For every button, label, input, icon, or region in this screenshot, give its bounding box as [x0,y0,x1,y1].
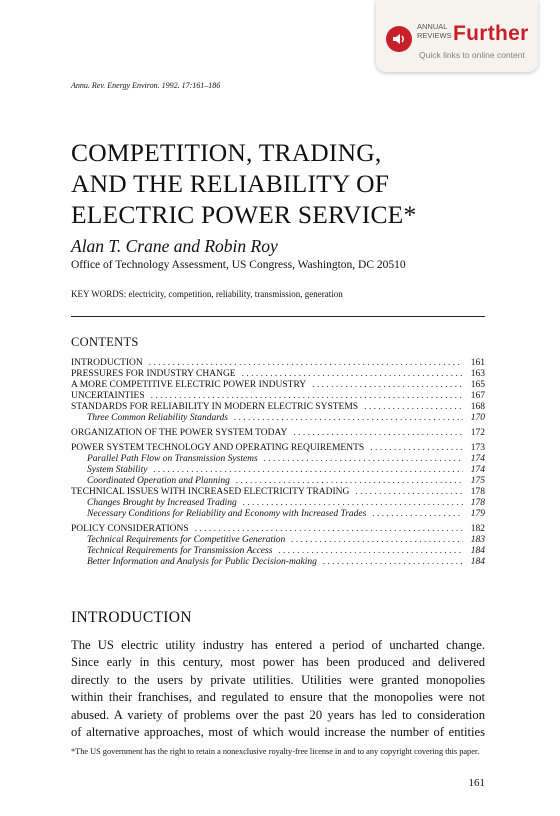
toc-entry-label: PRESSURES FOR INDUSTRY CHANGE [71,369,236,379]
toc-entry-label: Changes Brought by Increased Trading [87,498,237,508]
toc-leader-dots [151,391,463,402]
toc-entry-label: POWER SYSTEM TECHNOLOGY AND OPERATING REQUIREMENTS [71,443,365,453]
quick-links-text[interactable]: Quick links to online content [419,50,525,60]
toc-leader-dots [323,557,463,568]
paragraph-line: The US electric utility industry has entered a period of uncharted change. [71,638,485,652]
toc-leader-dots [153,465,463,476]
keywords: KEY WORDS: electricity, competition, reliability, transmission, generation [71,289,343,299]
toc-entry[interactable] [71,524,485,535]
toc-entry[interactable] [71,454,485,465]
toc-entry[interactable] [71,487,485,498]
toc-entry[interactable] [71,509,485,520]
further-link[interactable]: Further [453,22,529,45]
toc-entry-label: Coordinated Operation and Planning [87,476,230,486]
toc-entry-label: Technical Requirements for Competitive Generation [87,535,286,545]
logo-bottom-text: REVIEWS [417,31,452,40]
toc-entry[interactable] [71,428,485,439]
toc-entry-label: STANDARDS FOR RELIABILITY IN MODERN ELECTRIC SYSTEMS [71,402,359,412]
paragraph-line: abused. A variety of problems over the past 20 years has led to consideration [71,707,485,722]
toc-leader-dots [364,402,463,413]
table-of-contents [71,358,485,568]
toc-entry-page: 178 [470,487,485,497]
authors: Alan T. Crane and Robin Roy [71,236,278,256]
toc-entry[interactable] [71,380,485,391]
toc-leader-dots [236,476,463,487]
title-line-3: ELECTRIC POWER SERVICE* [71,200,417,229]
speaker-icon [391,31,407,47]
toc-entry-label: A MORE COMPETITIVE ELECTRIC POWER INDUSTRY [71,380,307,390]
toc-entry-label: Parallel Path Flow on Transmission Systems [87,454,258,464]
toc-entry[interactable] [71,358,485,369]
toc-entry-page: 182 [470,524,485,534]
annual-reviews-logo [386,26,412,52]
title-line-2: AND THE RELIABILITY OF [71,169,390,198]
toc-leader-dots [242,369,463,380]
toc-entry-page: 183 [470,535,485,545]
toc-entry[interactable] [71,402,485,413]
toc-entry[interactable] [71,498,485,509]
paragraph-line: directly to the users by private utilities. Utilities were granted monopolies [71,672,485,687]
toc-entry-page: 179 [470,509,485,519]
toc-entry-label: POLICY CONSIDERATIONS [71,524,189,534]
toc-entry-label: ORGANIZATION OF THE POWER SYSTEM TODAY [71,428,288,438]
article-title [71,137,416,230]
toc-leader-dots [234,413,463,424]
divider-rule [71,316,485,317]
toc-entry-page: 168 [470,402,485,412]
toc-leader-dots [195,524,463,535]
toc-leader-dots [278,546,463,557]
toc-leader-dots [243,498,463,509]
toc-entry[interactable] [71,369,485,380]
toc-entry-page: 184 [470,546,485,556]
toc-leader-dots [355,487,463,498]
toc-entry-label: Necessary Conditions for Reliability and Economy with Increased Trades [87,509,367,519]
toc-entry-page: 165 [470,380,485,390]
toc-entry-label: Technical Requirements for Transmission Access [87,546,273,556]
toc-entry[interactable] [71,465,485,476]
journal-reference: Annu. Rev. Energy Environ. 1992. 17:161–186 [71,81,221,90]
toc-entry-page: 172 [470,428,485,438]
toc-leader-dots [372,509,463,520]
toc-leader-dots [312,380,463,391]
toc-entry[interactable] [71,413,485,424]
toc-entry-page: 170 [470,413,485,423]
toc-entry[interactable] [71,535,485,546]
annual-reviews-label [417,22,452,40]
toc-entry-label: UNCERTAINTIES [71,391,145,401]
toc-entry-page: 174 [470,454,485,464]
toc-entry-label: INTRODUCTION [71,358,143,368]
toc-entry-label: TECHNICAL ISSUES WITH INCREASED ELECTRICITY TRADING [71,487,350,497]
logo-top-text: ANNUAL [417,22,448,31]
toc-entry-page: 184 [470,557,485,567]
toc-entry-page: 173 [470,443,485,453]
contents-heading: CONTENTS [71,335,139,349]
footnote: *The US government has the right to retain a nonexclusive royalty-free license in and to any copyright covering this paper. [71,747,480,756]
paragraph-line: of alternative approaches, most of which would increase the number of entities [71,724,485,739]
toc-entry-label: Three Common Reliability Standards [87,413,228,423]
toc-entry-page: 178 [470,498,485,508]
toc-entry-label: System Stability [87,465,148,475]
toc-entry-page: 161 [470,358,485,368]
toc-entry[interactable] [71,546,485,557]
page-number: 161 [468,777,485,789]
toc-leader-dots [264,454,463,465]
toc-entry-page: 174 [470,465,485,475]
toc-leader-dots [149,358,463,369]
section-heading-introduction: INTRODUCTION [71,609,192,626]
toc-leader-dots [370,443,463,454]
introduction-paragraph [71,637,485,741]
toc-leader-dots [291,535,463,546]
further-banner[interactable] [376,0,538,72]
affiliation: Office of Technology Assessment, US Congress, Washington, DC 20510 [71,259,406,271]
paragraph-line: within their franchises, and regulated to ensure that the monopolies were not [71,690,485,705]
toc-entry-page: 163 [470,369,485,379]
toc-entry-page: 175 [470,476,485,486]
title-line-1: COMPETITION, TRADING, [71,138,382,167]
toc-entry[interactable] [71,476,485,487]
paragraph-line: Since early in this century, most power has been produced and delivered [71,655,485,670]
toc-entry-page: 167 [470,391,485,401]
toc-entry[interactable] [71,391,485,402]
toc-entry-label: Better Information and Analysis for Public Decision-making [87,557,317,567]
toc-entry[interactable] [71,557,485,568]
toc-leader-dots [293,428,463,439]
toc-entry[interactable] [71,443,485,454]
